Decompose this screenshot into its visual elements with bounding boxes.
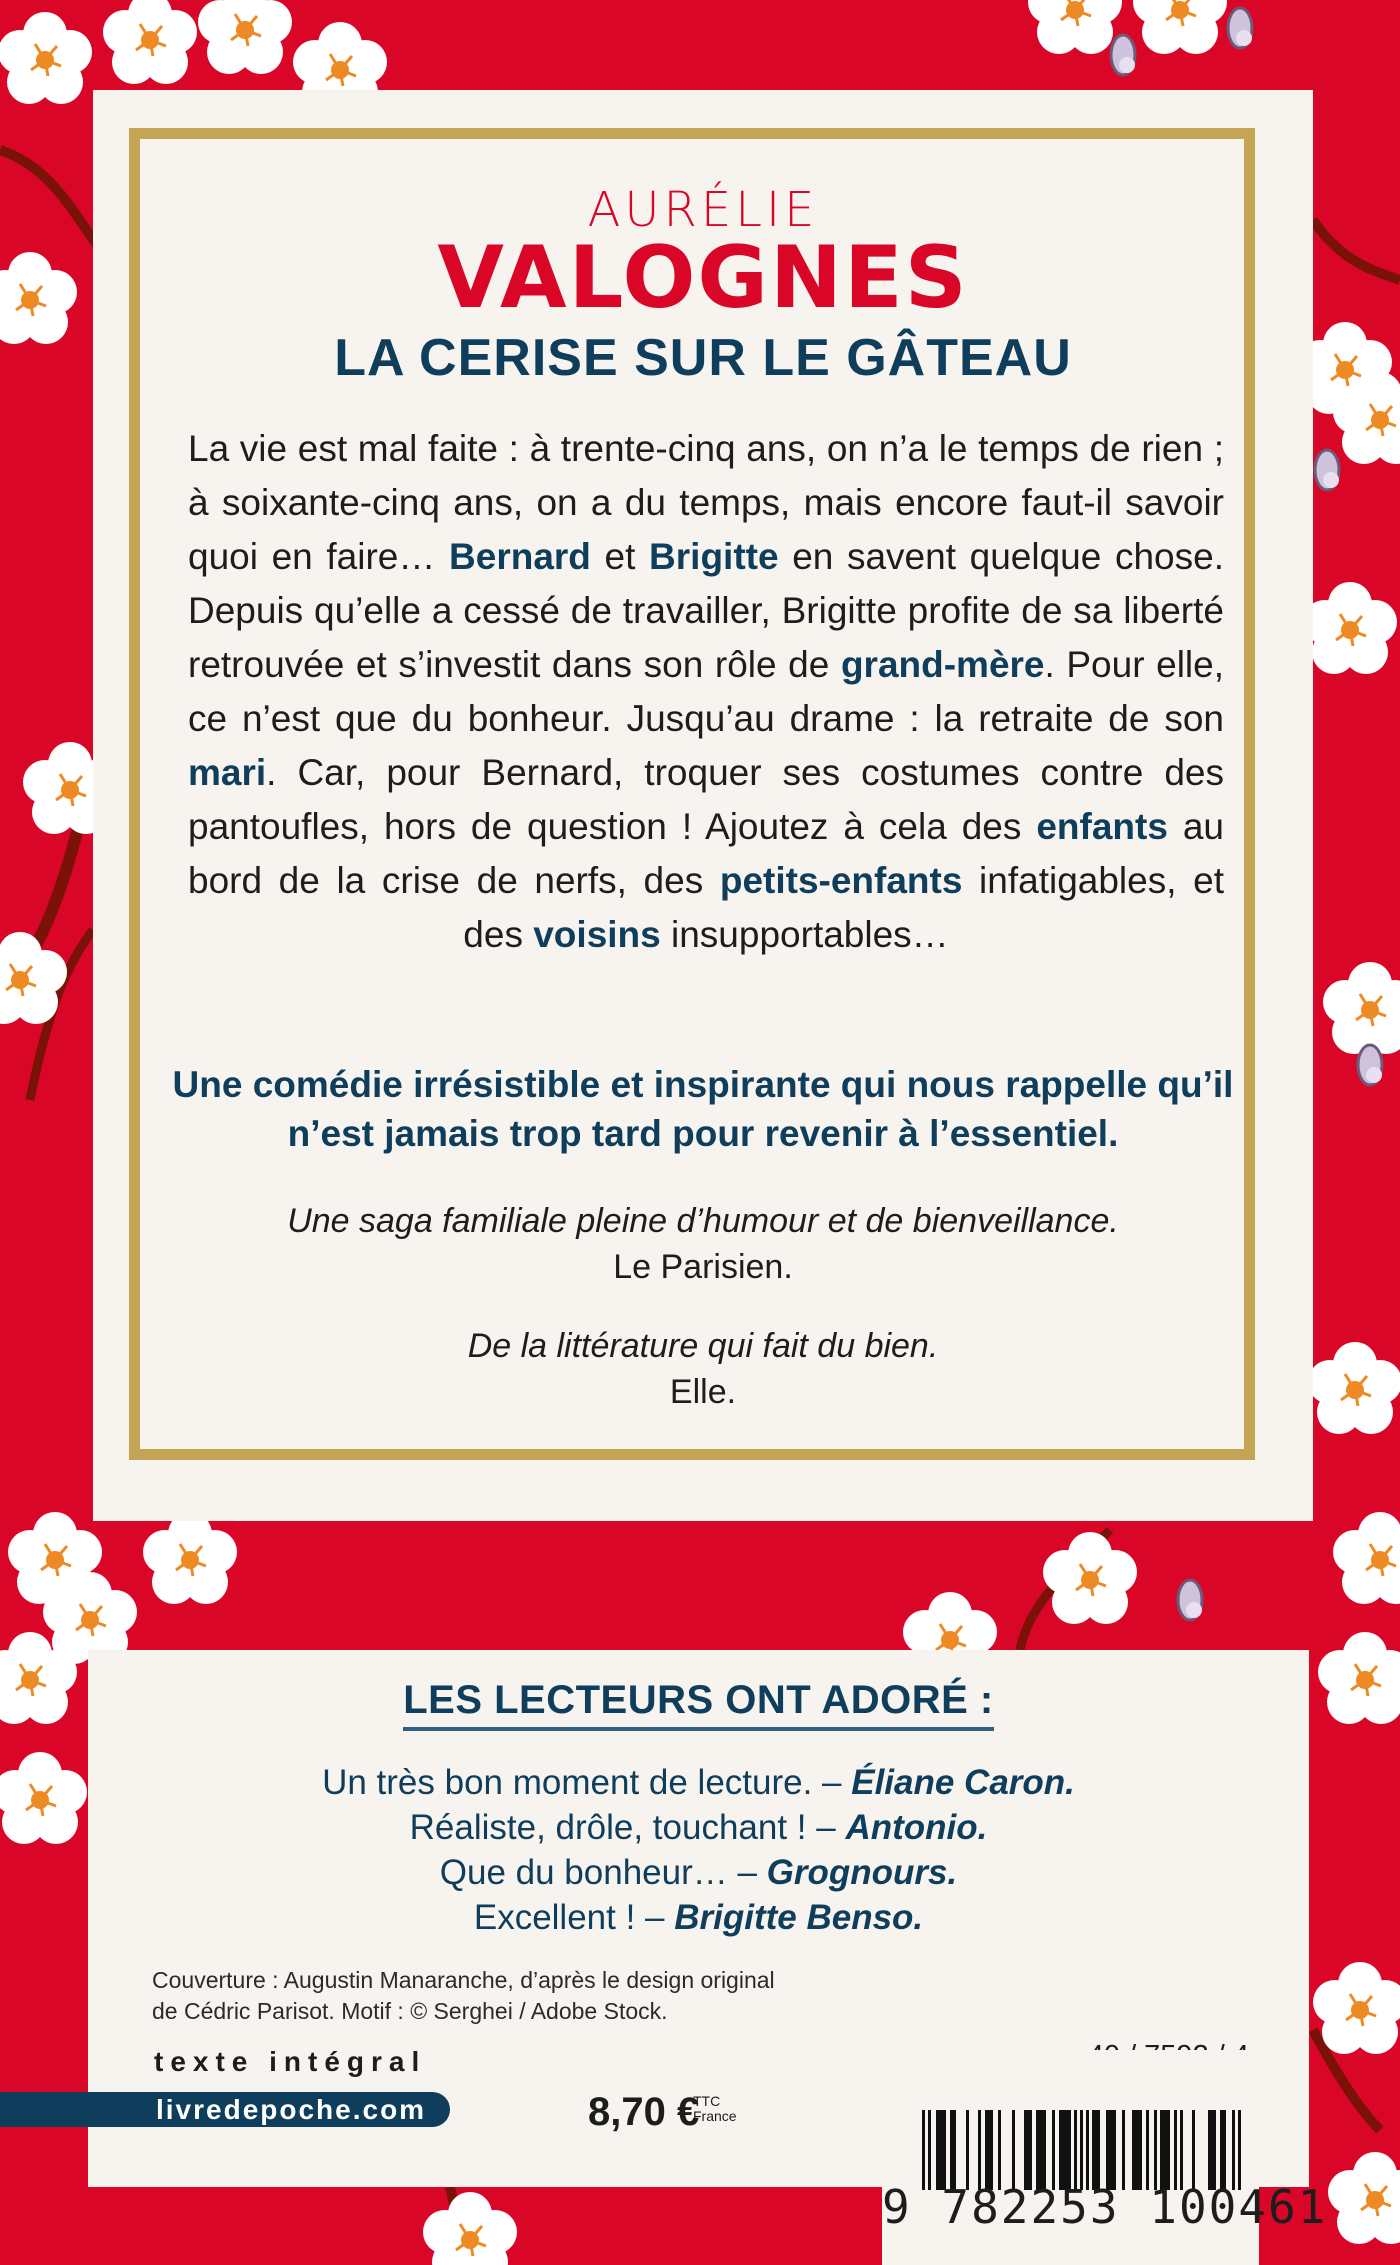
synopsis-text bbox=[188, 422, 1224, 962]
press-quote bbox=[93, 1198, 1313, 1290]
cover-credits: Couverture : Augustin Manaranche, d’après le design original de Cédric Parisot. Motif : © Serghei / Adobe Stock. bbox=[152, 1967, 775, 2024]
synopsis-segment: La vie est mal faite : à trente-cinq ans, on n’a le temps de rien ; à soixante-cinq ans, on a du temps, mais encore faut-il savoir quoi en faire… bbox=[188, 428, 1224, 577]
synopsis-segment: . Pour elle, ce n’est que du bonheur. Jusqu’au drame : la retraite de son bbox=[188, 644, 1224, 739]
integral-label: texte intégral bbox=[154, 2046, 427, 2077]
reader-review: Réaliste, drôle, touchant ! – Antonio. bbox=[409, 1808, 988, 1847]
readers-heading: LES LECTEURS ONT ADORÉ : bbox=[88, 1678, 1309, 1731]
review-author: Brigitte Benso. bbox=[674, 1898, 924, 1937]
reader-reviews bbox=[88, 1760, 1309, 1940]
barcode-bars-icon bbox=[922, 2110, 1252, 2190]
press-quote-source: Elle. bbox=[669, 1373, 737, 1411]
tagline: Une comédie irrésistible et inspirante qui nous rappelle qu’il n’est jamais trop tard pour revenir à l’essentiel. bbox=[172, 1064, 1234, 1154]
barcode bbox=[882, 2050, 1328, 2265]
synopsis-keyword: voisins bbox=[533, 914, 661, 955]
website-badge[interactable] bbox=[0, 2092, 450, 2127]
synopsis-keyword: grand-mère bbox=[840, 644, 1045, 685]
synopsis-panel bbox=[93, 90, 1313, 1521]
synopsis-segment: en savent quelque chose. Depuis qu’elle a cessé de travailler, Brigitte profite de sa liberté retrouvée et s’investit dans son rôle de bbox=[188, 536, 1224, 685]
price-meta: TTC France bbox=[693, 2093, 737, 2124]
synopsis-keyword: mari bbox=[188, 752, 267, 793]
reader-review: Un très bon moment de lecture. – Éliane Caron. bbox=[322, 1763, 1075, 1802]
press-quote-text: Une saga familiale pleine d’humour et de bienveillance. bbox=[287, 1202, 1119, 1240]
reader-review: Excellent ! – Brigitte Benso. bbox=[473, 1898, 924, 1937]
press-quote-source: Le Parisien. bbox=[613, 1248, 793, 1286]
press-quote-text: De la littérature qui fait du bien. bbox=[467, 1327, 939, 1365]
press-quote bbox=[93, 1323, 1313, 1415]
synopsis-segment: et bbox=[590, 536, 650, 577]
review-author: Grognours. bbox=[766, 1853, 958, 1892]
synopsis-segment: . Car, pour Bernard, troquer ses costumes contre des pantoufles, hors de question ! Ajoutez à cela des bbox=[188, 752, 1224, 847]
review-author: Antonio. bbox=[845, 1808, 988, 1847]
author-last-name: VALOGNES bbox=[437, 228, 969, 328]
synopsis-keyword: Brigitte bbox=[649, 536, 779, 577]
synopsis-keyword: Bernard bbox=[449, 536, 591, 577]
reader-review: Que du bonheur… – Grognours. bbox=[439, 1853, 958, 1892]
synopsis-keyword: petits-enfants bbox=[719, 860, 963, 901]
review-author: Éliane Caron. bbox=[851, 1763, 1075, 1802]
synopsis-keyword: enfants bbox=[1036, 806, 1168, 847]
barcode-digits: 9 782253 100461 bbox=[882, 2180, 1328, 2234]
book-title: LA CERISE SUR LE GÂTEAU bbox=[334, 329, 1072, 387]
website-link[interactable]: livredepoche.com bbox=[156, 2094, 427, 2125]
author-first-name: AURÉLIE bbox=[587, 182, 819, 238]
synopsis-segment: au bord de la crise de nerfs, des bbox=[188, 806, 1224, 901]
synopsis-segment: insupportables… bbox=[660, 914, 949, 955]
price: 8,70 € bbox=[588, 2090, 700, 2134]
synopsis-segment: infatigables, et des bbox=[463, 860, 1224, 955]
